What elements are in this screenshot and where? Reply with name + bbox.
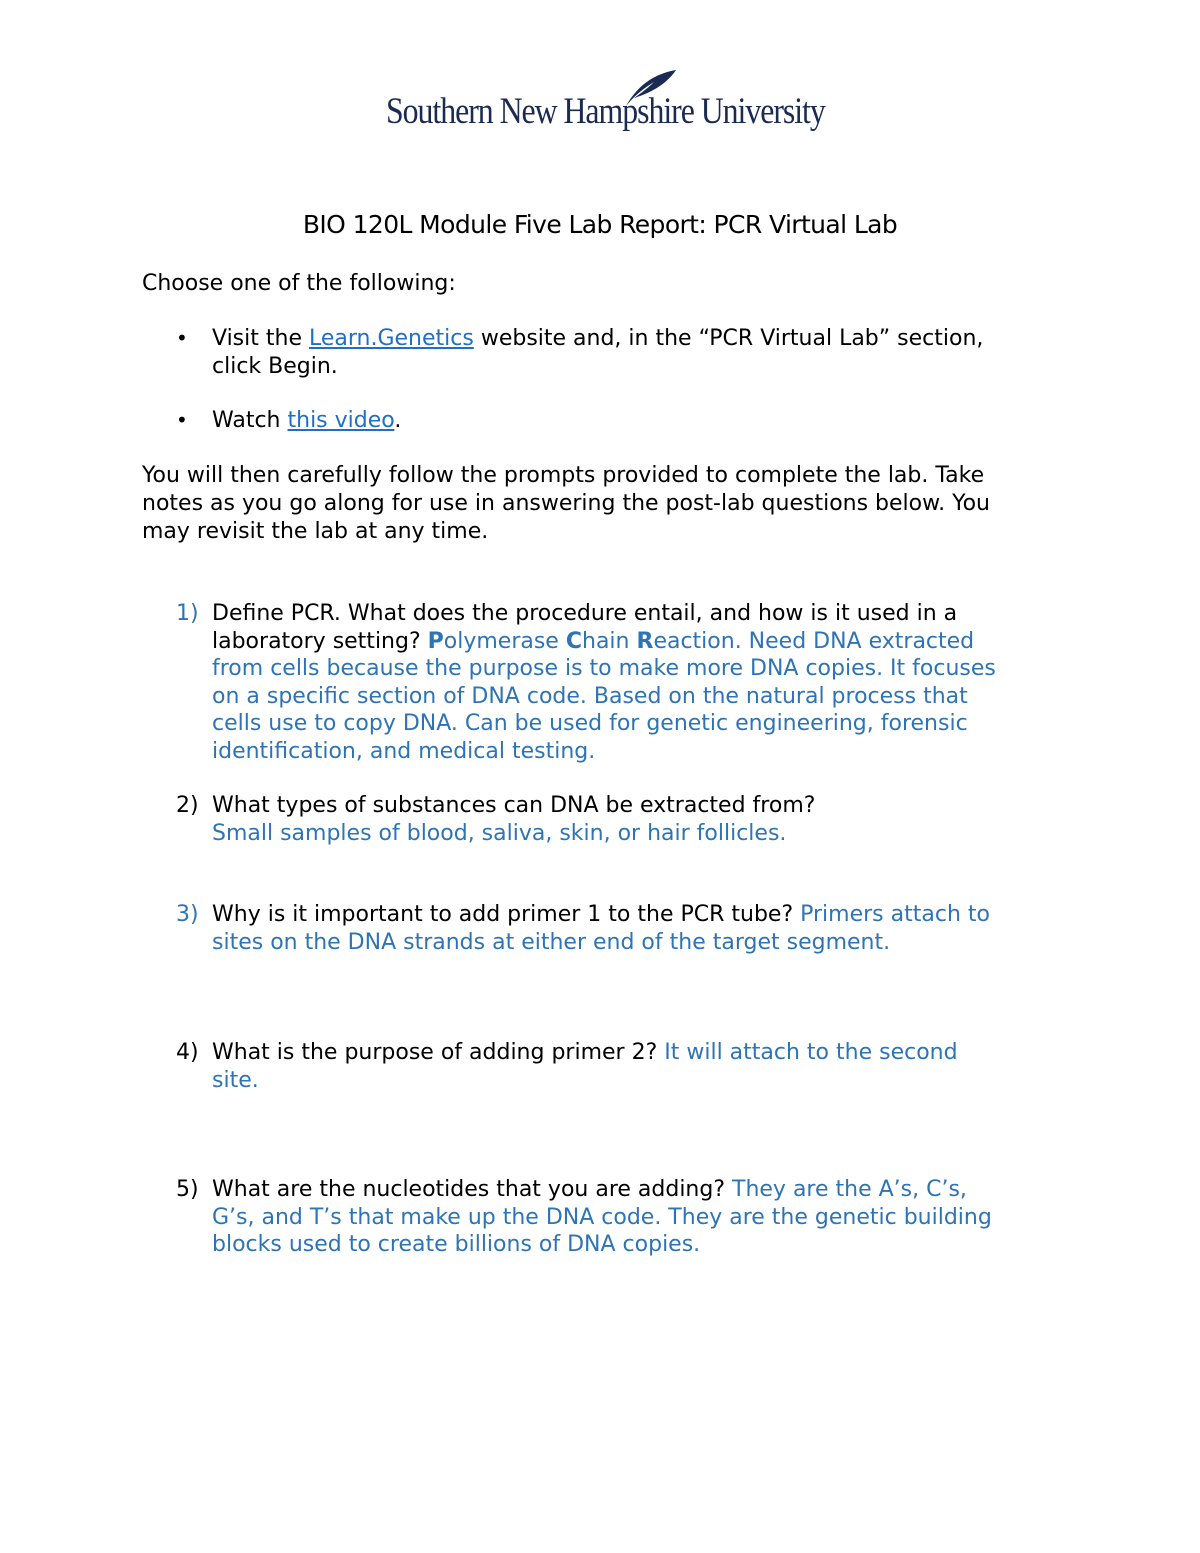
answer-text: R: [636, 628, 654, 654]
bullet-learn-genetics: [212, 325, 1072, 381]
question-1: [212, 600, 1072, 765]
question-number: 4): [176, 1040, 199, 1065]
answer-text: olymerase: [443, 628, 566, 654]
question-text: Why is it important to add primer 1 to the PCR tube?: [212, 902, 801, 927]
page-title: BIO 120L Module Five Lab Report: PCR Virtual Lab: [302, 210, 898, 239]
bullet-watch-video: [212, 407, 1072, 435]
question-5: [212, 1176, 1072, 1259]
bullet-text: Watch: [212, 408, 288, 433]
logo-wordmark: Southern New Hampshire University: [386, 91, 825, 132]
instructions-paragraph: [142, 462, 1072, 546]
instructions-line: You will then carefully follow the prompts provided to complete the lab. Take: [142, 463, 985, 488]
question-number: 1): [176, 601, 199, 626]
question-text: Define PCR. What does the procedure entail, and how is it used in a: [212, 601, 958, 626]
answer-text: sites on the DNA strands at either end of the target segment.: [212, 929, 891, 955]
question-number: 2): [176, 793, 199, 818]
question-2: [212, 792, 1072, 847]
question-text: laboratory setting?: [212, 628, 428, 654]
instructions-line: may revisit the lab at any time.: [142, 519, 489, 544]
bullet-text: website and, in the “PCR Virtual Lab” section,: [473, 326, 984, 351]
answer-text: It will attach to the second: [664, 1040, 958, 1065]
question-number: 3): [176, 902, 199, 927]
bullet-text: Visit the: [212, 326, 309, 351]
answer-text: Primers attach to: [800, 902, 990, 927]
answer-text: site.: [212, 1067, 259, 1093]
answer-text: C: [565, 628, 582, 654]
this-video-link[interactable]: this video: [287, 408, 395, 433]
answer-text: They are the A’s, C’s,: [732, 1177, 967, 1202]
university-logo: [386, 68, 825, 138]
answer-text: from cells because the purpose is to make more DNA copies. It focuses: [212, 656, 996, 681]
answer-text: hain: [582, 628, 637, 654]
answer-text: identification, and medical testing.: [212, 738, 596, 764]
answer-text: blocks used to create billions of DNA copies.: [212, 1232, 701, 1257]
question-text: What types of substances can DNA be extracted from?: [212, 793, 816, 818]
answer-text: P: [427, 628, 444, 654]
bullet-dot: •: [176, 326, 188, 350]
learn-genetics-link[interactable]: Learn.Genetics: [308, 326, 474, 351]
answer-text: on a specific section of DNA code. Based on the natural process that: [212, 683, 968, 709]
answer-text: eaction. Need DNA extracted: [653, 628, 975, 654]
question-number: 5): [176, 1177, 199, 1202]
answer-text: G’s, and T’s that make up the DNA code. They are the genetic building: [212, 1204, 992, 1230]
bullet-text: click Begin.: [212, 354, 338, 379]
bullet-dot: •: [176, 408, 188, 432]
answer-text: Small samples of blood, saliva, skin, or hair follicles.: [212, 820, 787, 846]
question-text: What are the nucleotides that you are adding?: [212, 1177, 733, 1202]
question-text: What is the purpose of adding primer 2?: [212, 1040, 665, 1065]
question-4: [212, 1039, 1072, 1094]
question-3: [212, 901, 1072, 956]
choose-instruction: Choose one of the following:: [142, 271, 456, 296]
instructions-line: notes as you go along for use in answering the post-lab questions below. You: [142, 491, 990, 516]
bullet-text: .: [394, 408, 402, 433]
answer-text: cells use to copy DNA. Can be used for genetic engineering, forensic: [212, 711, 968, 736]
